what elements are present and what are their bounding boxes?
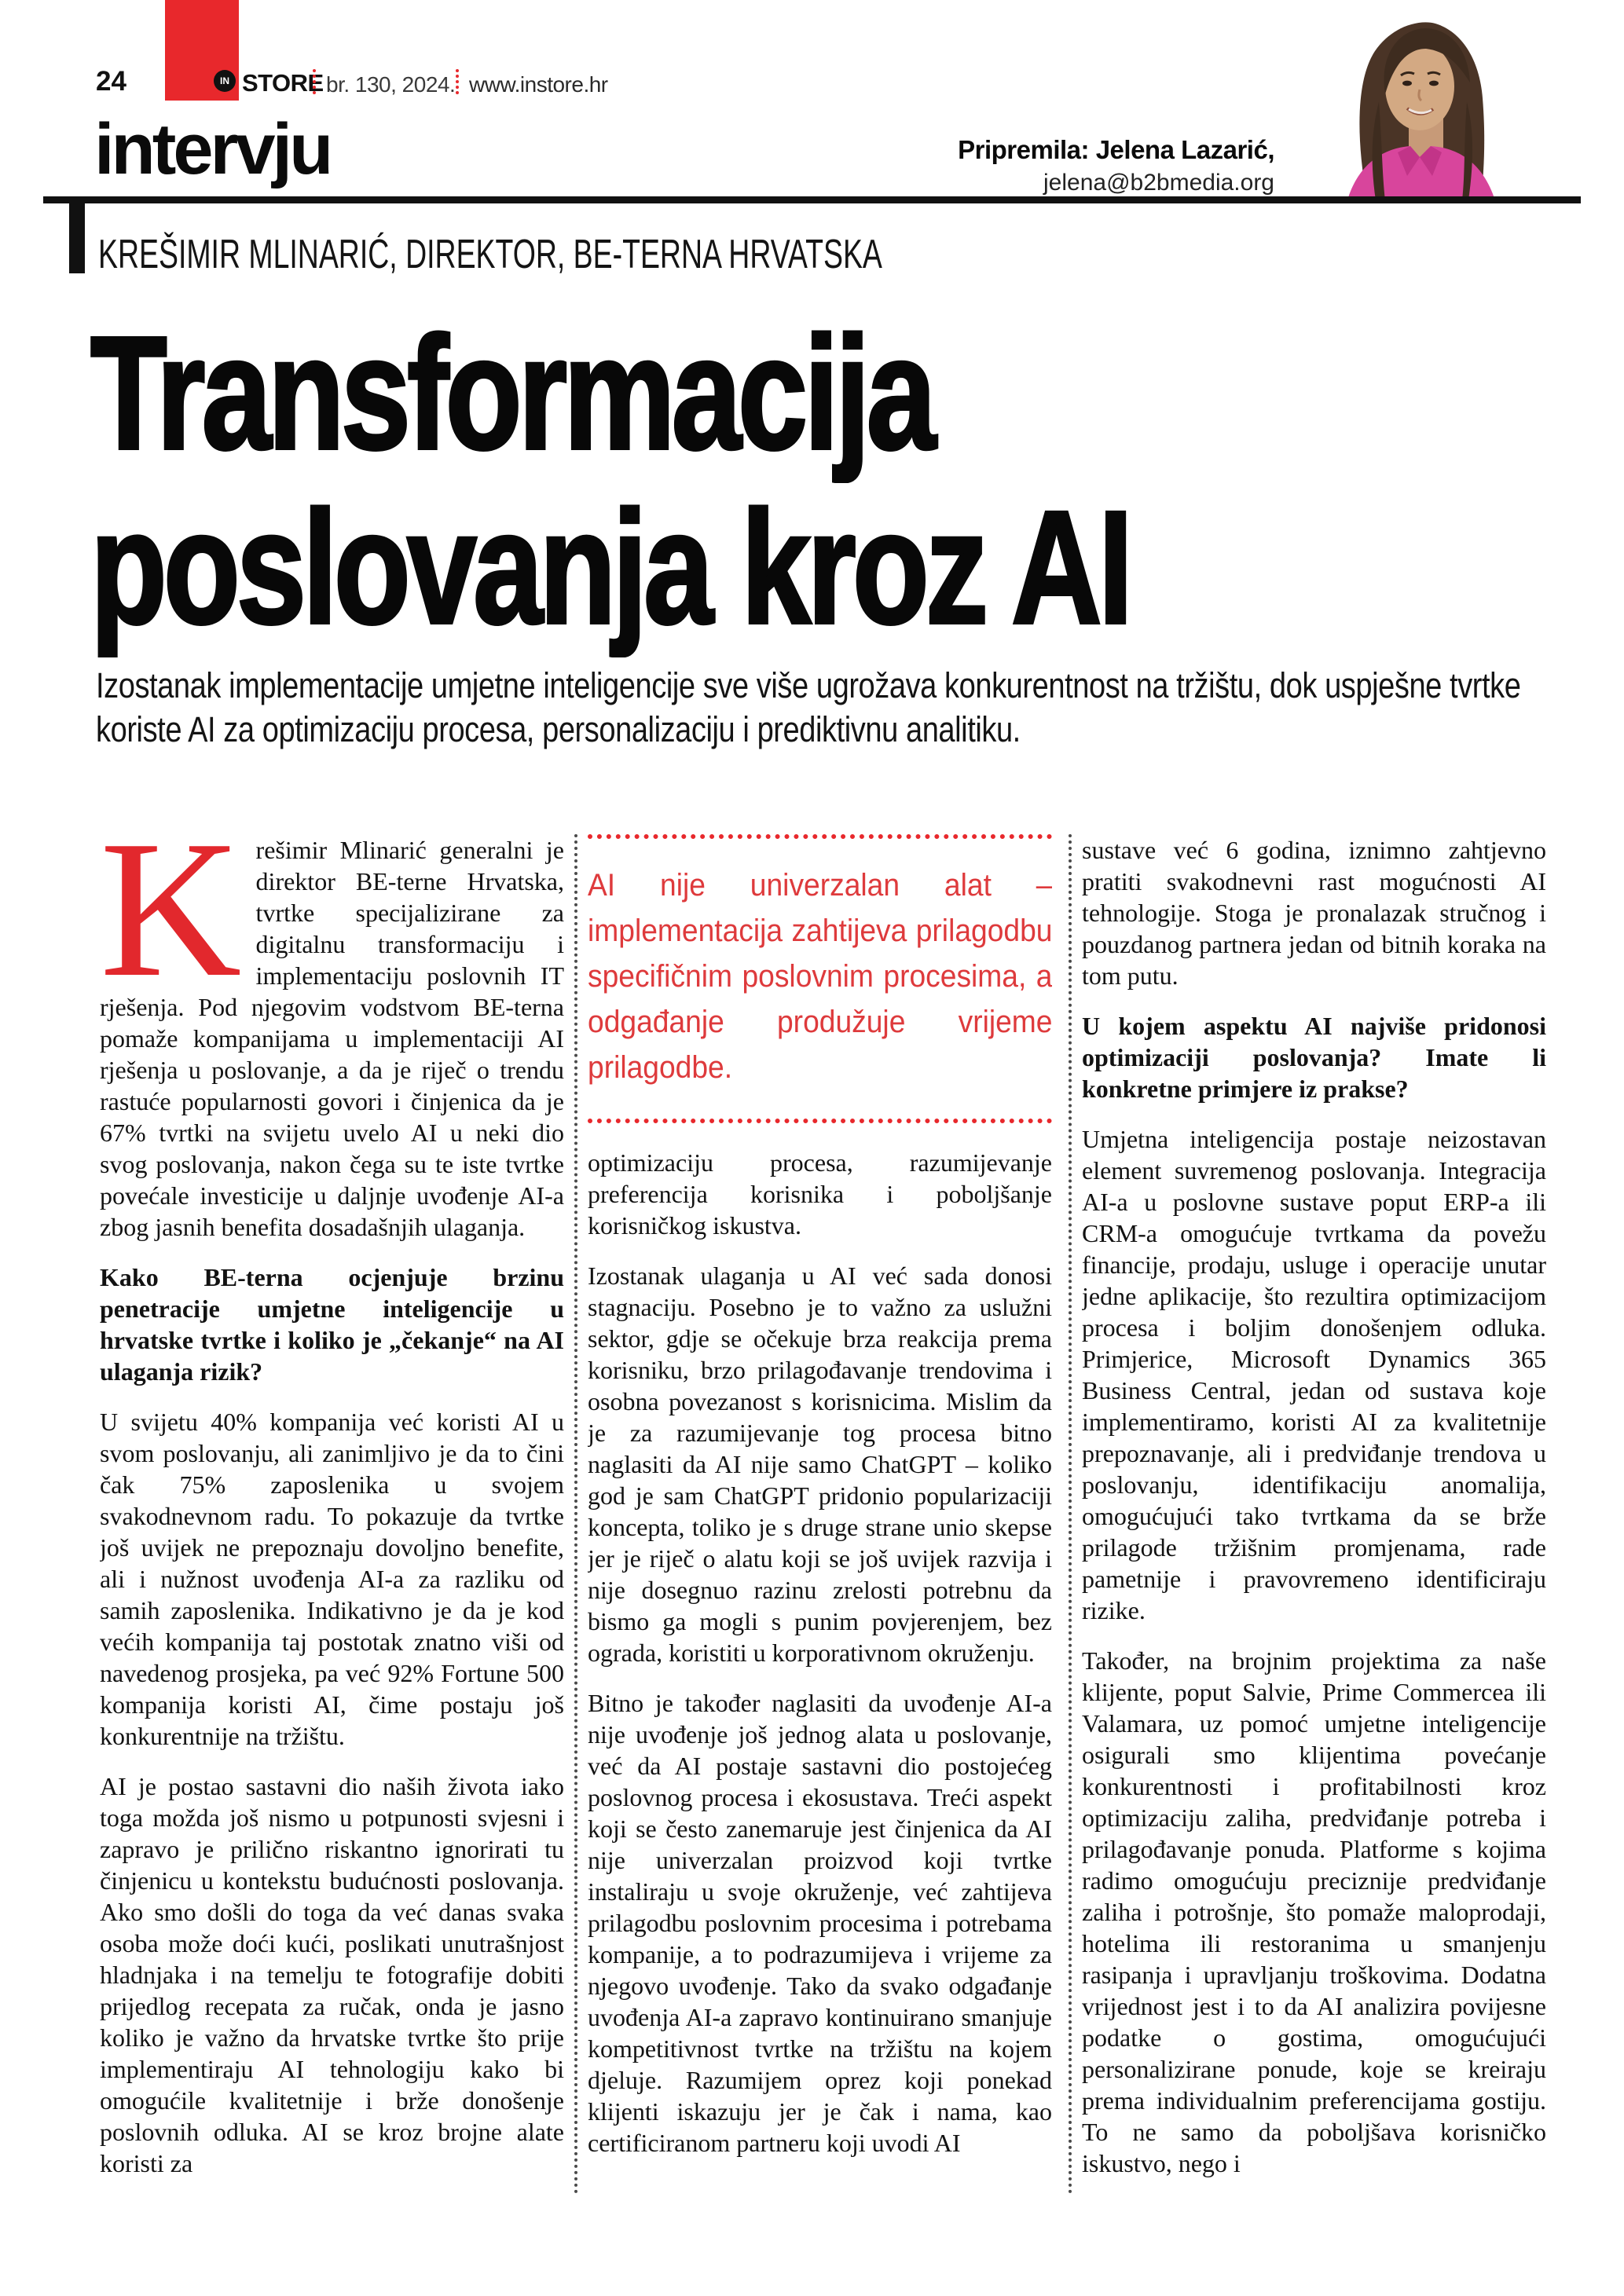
byline (676, 135, 1274, 196)
drop-cap: K (100, 834, 242, 1018)
header-dotted-divider (456, 69, 459, 94)
byline-email-link[interactable]: jelena@b2bmedia.org (1043, 170, 1274, 196)
header-rule (43, 196, 1581, 203)
pull-quote-text: AI nije univerzalan alat – implementacija zahtijeva prilagodbu specifičnim poslovnim procesima, a odgađanje produžuje vrijeme prilagodbe. (588, 868, 1052, 1085)
logo-in-text: IN (220, 75, 229, 86)
paragraph: Bitno je također naglasiti da uvođenje AI-a nije uvođenje još jednog alata u poslovanje, već da AI postaje sastavni dio postojećeg poslovnog procesa i ekosustava. Treći aspekt koji se često zanemaruje jest činjenica da AI nije univerzalan proizvod koji tvrtke instaliraju u svoje okruženje, već zahtijeva prilagodbu poslovnim procesima i potrebama kompanije, a to podrazumijeva i vrijeme za njegovo uvođenje. Tako da svako odgađanje uvođenja AI-a zapravo kontinuirano smanjuje kompetitivnost tvrtke na tržištu na kojem djeluje. Razumijem oprez koji ponekad klijenti iskazuju jer je čak i nama, kao certificiranom partneru koji uvodi AI (588, 1689, 1052, 2157)
article-kicker: KREŠIMIR MLINARIĆ, DIREKTOR, BE-TERNA HRVATSKA (98, 232, 882, 277)
pull-quote-box (588, 834, 1052, 1123)
paragraph-text: rešimir Mlinarić generalni je direktor BE-terne Hrvatska, tvrtke specijalizirane za digitalnu transformaciju i implementaciju poslovnih IT rješenja. Pod njegovim vodstvom BE-terna pomaže kompanijama u implementaciji AI rješenja u poslovanje, a da je riječ o trendu rastuće popularnosti govori i činjenica da je 67% tvrtki na svijetu uvelo AI u neki dio svog poslovanja, nakon čega su te iste tvrtke povećale investicije u daljnje uvođenje AI-a zbog jasnih benefita dosadašnjih ulaganja. (100, 836, 564, 1241)
logo-store-text: STORE (242, 69, 324, 97)
paragraph (100, 834, 564, 1243)
paragraph: Također, na brojnim projektima za naše klijente, poput Salvie, Prime Commercea ili Valamara, uz pomoć umjetne inteligencije osigurali smo klijentima povećanje konkurentnosti i profitabilnosti kroz optimizaciju zaliha, predviđanje potreba i prilagođavanje ponuda. Platforme s kojima radimo omogućuju preciznije predviđanje zaliha i potrošnje, što pomaže maloprodaji, hotelima ili restoranima u smanjenju rasipanja i upravljanju troškovima. Dodatna vrijednost jest i to da AI analizira povijesne podatke o gostima, omogućujući personalizirane ponude, koje se kreiraju prema individualnim preferencijama gostiju. To ne samo da poboljšava korisničko iskustvo, nego i (1082, 1646, 1546, 2177)
paragraph: AI je postao sastavni dio naših života iako toga možda još nismo u potpunosti svjesni i zapravo je prilično riskantno ignorirati tu činjenicu u kontekstu budućnosti poslovanja. Ako smo došli do toga da već danas svaka osoba može doći kući, poslikati unutrašnjost hladnjaka i na temelju te fotografije dobiti prijedlog recepata za ručak, onda je jasno koliko je važno da hrvatske tvrtke što prije implementiraju AI tehnologiju kako bi omogućile kvalitetnije i brže donošenje poslovnih odluka. AI se kroz brojne alate koristi za (100, 1772, 564, 2177)
column-divider (1069, 834, 1072, 2195)
paragraph: Izostanak ulaganja u AI već sada donosi stagnaciju. Posebno je to važno za uslužni sektor, gdje se očekuje brza reakcija prema korisniku, brzo prilagođavanje trendovima i osobna povezanost s korisnicima. Mislim da je za razumijevanje tog procesa bitno naglasiti da AI nije samo ChatGPT – koliko god je sam ChatGPT pridonio popularizaciji koncepta, toliko je s druge strane unio skepse jer je riječ o alatu koji se još uvijek razvija i nije dosegnuo razinu zrelosti potrebnu da bismo ga mogli s punim povjerenjem, bez ograda, koristiti u korporativnom okruženju. (588, 1262, 1052, 1667)
byline-author: Pripremila: Jelena Lazarić, (958, 135, 1274, 164)
headline-line1: Transformacija (90, 303, 933, 483)
author-photo-image (1300, 8, 1540, 200)
body-column-1 (100, 834, 564, 2198)
column-divider (574, 834, 577, 2195)
interview-question: Kako BE-terna ocjenjuje brzinu penetracije umjetne inteligencije u hrvatske tvrtke i koliko je „čekanje“ na AI ulaganja rizik? (100, 1263, 564, 1386)
header-dotted-divider (313, 69, 316, 94)
page-number: 24 (96, 66, 126, 97)
website-link[interactable]: www.instore.hr (469, 72, 608, 97)
section-title: intervju (94, 109, 331, 189)
article-lead: Izostanak implementacije umjetne inteligencije sve više ugrožava konkurentnost na tržištu, dok uspješne tvrtke koriste AI za optimizaciju procesa, personalizaciju i prediktivnu analitiku. (96, 665, 1521, 749)
article-headline (90, 303, 1423, 657)
body-column-3 (1082, 834, 1546, 2198)
author-photo (1300, 8, 1540, 200)
issue-number: br. 130, 2024. (326, 72, 456, 97)
paragraph: Umjetna inteligencija postaje neizostavan element suvremenog poslovanja. Integracija AI-a u poslovne sustave poput ERP-a ili CRM-a omogućuje tvrtkama da povežu financije, prodaju, usluge i operacije unutar jedne aplikacije, što rezultira optimizacijom procesa i boljim donošenjem odluka. Primjerice, Microsoft Dynamics 365 Business Central, jedan od sustava koje implementiramo, koristi AI za kvalitetnije prepoznavanje, ali i predviđanje trendova u poslovanju, identifikaciju anomalija, omogućujući tako tvrtkama da se brže prilagode tržišnim promjenama, rade pametnije i pravovremeno identificiraju rizike. (1082, 1125, 1546, 1624)
headline-line2: poslovanja kroz AI (90, 478, 1130, 657)
instore-logo-icon (214, 70, 236, 92)
interview-question: U kojem aspektu AI najviše pridonosi optimizaciji poslovanja? Imate li konkretne primjere iz prakse? (1082, 1012, 1546, 1103)
paragraph: optimizaciju procesa, razumijevanje preferencija korisnika i poboljšanje korisničkog iskustva. (588, 1148, 1052, 1240)
paragraph: U svijetu 40% kompanija već koristi AI u svom poslovanju, ali zanimljivo je da to čini čak 75% zaposlenika u svojem svakodnevnom radu. To pokazuje da tvrtke još uvijek ne prepoznaju dovoljno benefite, ali i nužnost uvođenja AI-a za razliku od samih zaposlenika. Indikativno je da je kod većih kompanija taj postotak znatno viši od navedenog prosjeka, pa već 92% Fortune 500 kompanija koristi AI, čime postaju još konkurentnije na tržištu. (100, 1408, 564, 1750)
paragraph: sustave već 6 godina, iznimno zahtjevno pratiti svakodnevni rast mogućnosti AI tehnologije. Stoga je pronalazak stručnog i pouzdanog partnera jedan od bitnih koraka na tom putu. (1082, 836, 1546, 990)
kicker-bar (69, 201, 85, 273)
body-column-2 (588, 834, 1052, 2177)
